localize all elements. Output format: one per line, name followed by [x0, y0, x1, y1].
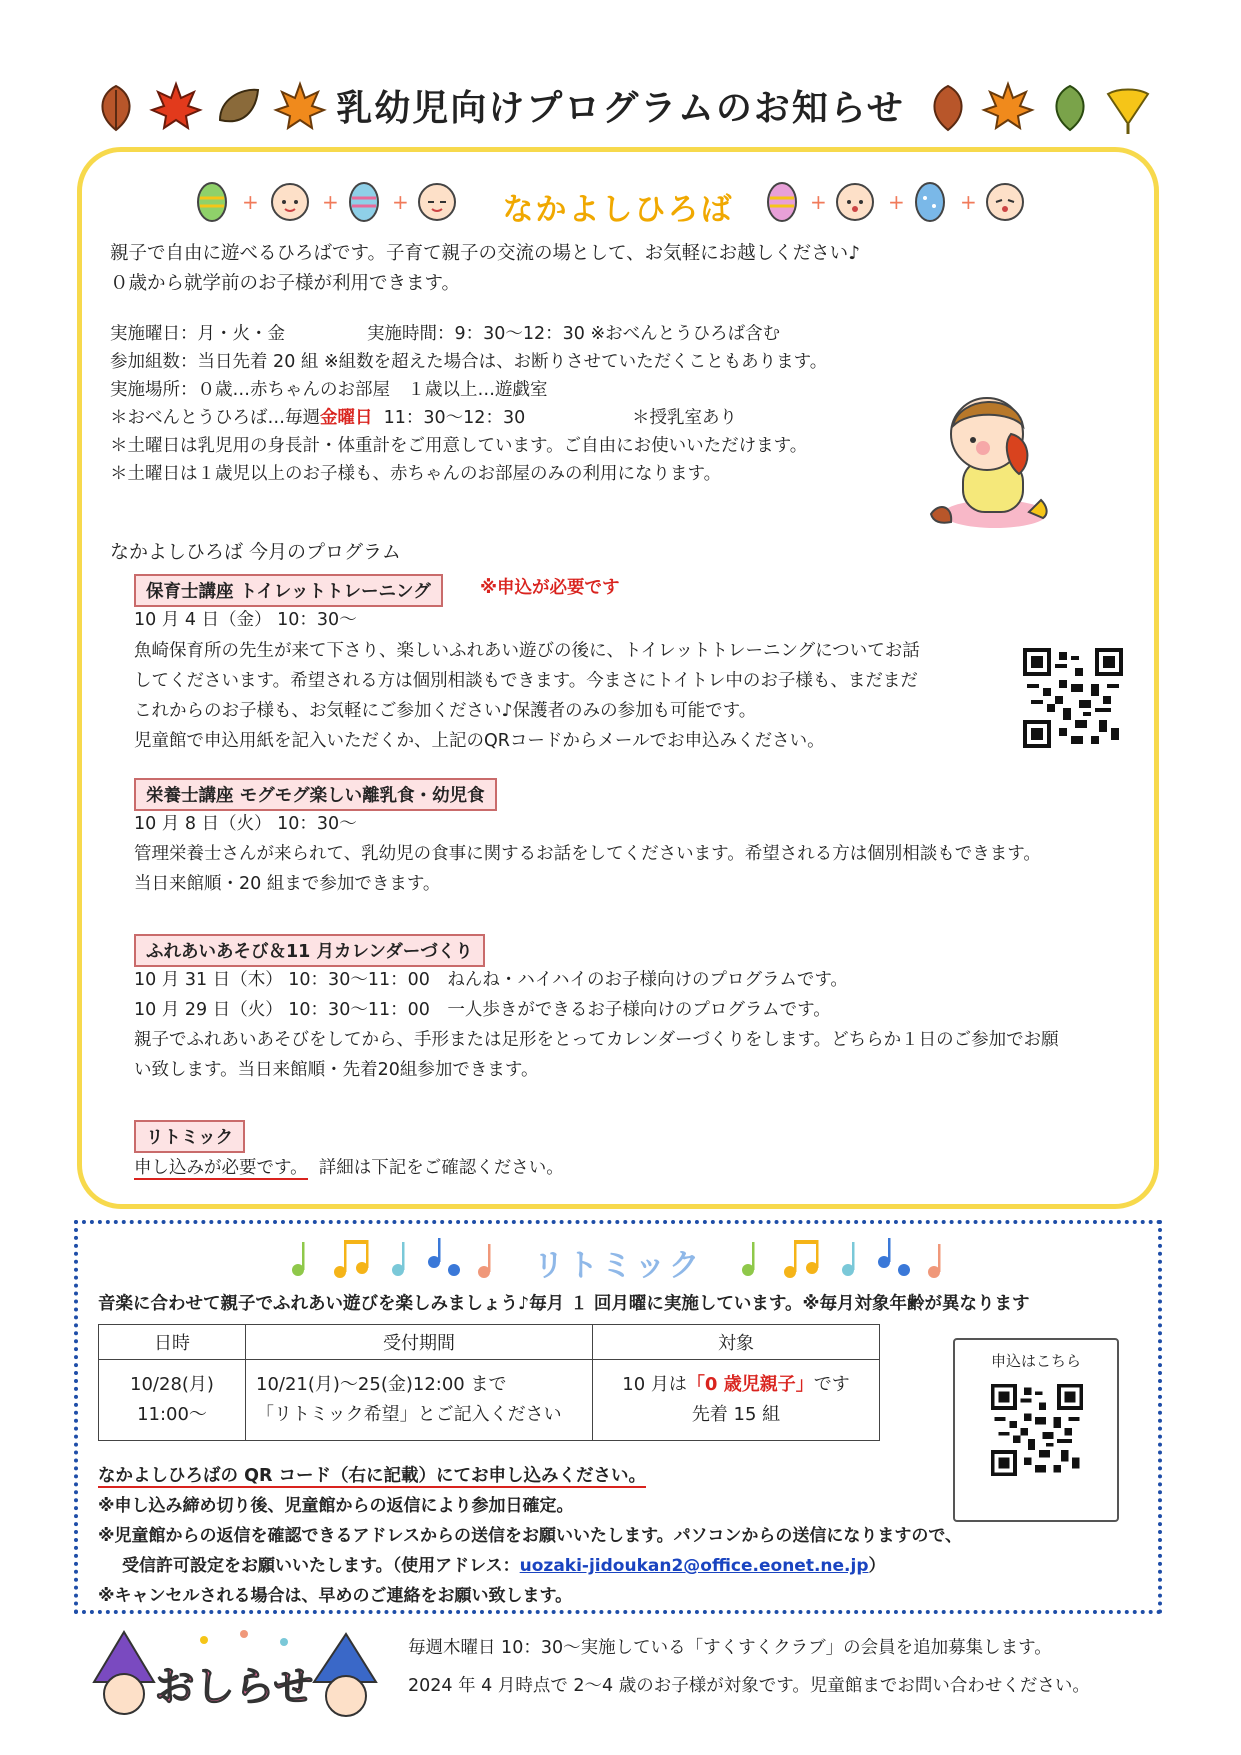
ginkgo-leaf-icon: [1100, 80, 1156, 136]
hiroba-title-row: [82, 174, 1154, 234]
period-line: 10/21(月)〜25(金)12:00 まで: [256, 1374, 507, 1395]
bento-info: [110, 406, 525, 430]
plus-icon: +: [322, 190, 339, 214]
plus-icon: +: [810, 190, 827, 214]
intro-line-2: ０歳から就学前のお子様が利用できます。: [110, 273, 461, 294]
plus-icon: +: [888, 190, 905, 214]
orange-maple-leaf-icon: [980, 80, 1036, 136]
logo-text: おしらせ: [154, 1664, 314, 1710]
rhythmic-apply-line: [134, 1156, 564, 1180]
hiroba-panel: [77, 147, 1159, 1209]
apply-line: [98, 1464, 646, 1488]
baby-with-leaf-illustration: [925, 382, 1055, 532]
program-body-line: 親子でふれあいあそびをしてから、手形または足形をとってカレンダーづくりをします。どちらか１日のご参加でお願: [134, 1030, 1059, 1050]
note-line: ※児童館からの返信を確認できるアドレスからの送信をお願いいたします。パソコンからの送信になりますので、: [98, 1526, 962, 1546]
bento-time: 11：30〜12：30: [383, 408, 526, 428]
target-line-2: 先着 15 組: [691, 1404, 781, 1425]
qr-label: 申込はこちら: [990, 1352, 1081, 1370]
required-line: 申し込みが必要です。: [134, 1158, 308, 1178]
easter-egg-icon: [762, 178, 808, 224]
bento-day: 金曜日: [320, 408, 373, 428]
hiroba-title: なかよしひろば: [502, 192, 734, 228]
program-tag-toilet-training: 保育士講座 トイレットトレーニング: [134, 574, 443, 607]
email-suffix: ）: [868, 1556, 886, 1576]
apply-text: なかよしひろばの QR コード（右に記載）にてお申し込みください。: [98, 1466, 647, 1486]
rhythmic-intro: 音楽に合わせて親子でふれあい遊びを楽しみましょう♪毎月 １ 回月曜に実施しています。※毎月対象年齢が異なります: [98, 1294, 1030, 1314]
intro-line-1: 親子で自由に遊べるひろばです。子育て親子の交流の場として、お気軽にお越しください♪: [110, 243, 860, 264]
music-notes-icon: [738, 1232, 958, 1282]
program-tag-rhythmic: リトミック: [134, 1120, 245, 1153]
date-line: 10/28(月): [130, 1374, 214, 1395]
program-date: 10 月 4 日（金） 10：30〜: [134, 610, 357, 630]
header-cell: 受付期間: [246, 1325, 593, 1360]
oshirase-logo: [84, 1622, 384, 1732]
email-prefix: 受信許可設定をお願いいたします。（使用アドレス：: [122, 1556, 520, 1576]
footer-line-2: 2024 年 4 月時点で 2〜4 歳のお子様が対象です。児童館までお問い合わせください。: [408, 1676, 1090, 1696]
autumn-leaf-icon: [920, 80, 976, 136]
target-line: [603, 1370, 869, 1400]
groups-info: 参加組数：当日先着 20 組 ※組数を超えた場合は、お断りさせていただくこともあります。: [110, 352, 828, 372]
header-cell: 対象: [593, 1325, 880, 1360]
place-info: 実施場所：０歳…赤ちゃんのお部屋 １歳以上…遊戯室: [110, 380, 548, 400]
detail-line: 詳細は下記をご確認ください。: [318, 1158, 564, 1178]
note-line: ※申し込み締め切り後、児童館からの返信により参加日確定。: [98, 1496, 574, 1516]
target-suffix: です: [813, 1374, 850, 1395]
program-body-line: 当日来館順・20 組まで参加できます。: [134, 874, 441, 894]
period-note: 「リトミック希望」とご記入ください: [256, 1404, 562, 1425]
table-row: [99, 1360, 880, 1441]
target-cell: [593, 1360, 880, 1441]
target-highlight: 「0 歳児親子」: [686, 1374, 814, 1395]
plus-icon: +: [242, 190, 259, 214]
easter-egg-icon: [910, 178, 956, 224]
program-body-line: い致します。当日来館順・先着20組参加できます。: [134, 1060, 539, 1080]
program-body-line: 児童館で申込用紙を記入いただくか、上記のQRコードからメールでお申込みください。: [134, 731, 825, 751]
page-header: [0, 60, 1241, 160]
required-notice: ※申込が必要です: [480, 578, 620, 598]
program-body-line: これからのお子様も、お気軽にご参加ください♪保護者のみの参加も可能です。: [134, 701, 757, 721]
saturday-note-2: ＊土曜日は１歳児以上のお子様も、赤ちゃんのお部屋のみの利用になります。: [110, 464, 722, 484]
hours-info: 実施時間：9：30〜12：30 ※おべんとうひろば含む: [367, 324, 781, 344]
email-link[interactable]: uozaki-jidoukan2@office.eonet.ne.jp: [519, 1556, 869, 1576]
program-date-1: 10 月 31 日（木） 10：30〜11：00 ねんね・ハイハイのお子様向けのプログラムです。: [134, 970, 848, 990]
date-cell: [99, 1360, 246, 1441]
plus-icon: +: [392, 190, 409, 214]
header-cell: 日時: [99, 1325, 246, 1360]
rhythmic-title: リトミック: [533, 1248, 703, 1284]
days-info: 実施曜日：月・火・金: [110, 324, 285, 344]
baby-face-icon: [982, 178, 1028, 224]
time-line: 11:00〜: [137, 1404, 207, 1425]
program-tag-calendar: ふれあいあそび＆11 月カレンダーづくり: [134, 934, 485, 967]
saturday-note-1: ＊土曜日は乳児用の身長計・体重計をご用意しています。ご自由にお使いいただけます。: [110, 436, 808, 456]
program-heading: なかよしひろば 今月のプログラム: [110, 541, 401, 563]
baby-face-icon: [832, 178, 878, 224]
program-date: 10 月 8 日（火） 10：30〜: [134, 814, 357, 834]
program-date-2: 10 月 29 日（火） 10：30〜11：00 一人歩きができるお子様向けのプログラムです。: [134, 1000, 831, 1020]
qr-code[interactable]: [991, 1384, 1083, 1480]
period-cell: [246, 1360, 593, 1441]
page-title: 乳幼児向けプログラムのお知らせ: [336, 88, 905, 129]
apply-qr-box: [953, 1338, 1119, 1522]
rhythmic-table: [98, 1324, 880, 1441]
note-line: ※キャンセルされる場合は、早めのご連絡をお願い致します。: [98, 1586, 573, 1606]
bento-prefix: ＊おべんとうひろば…毎週: [110, 408, 320, 428]
nursing-info: ＊授乳室あり: [632, 408, 737, 428]
plus-icon: +: [960, 190, 977, 214]
note-line-email: [122, 1554, 886, 1578]
program-body-line: 魚崎保育所の先生が来て下さり、楽しいふれあい遊びの後に、トイレットトレーニングについてお話: [134, 641, 920, 661]
table-header-row: [99, 1325, 880, 1360]
program-body-line: してくださいます。希望される方は個別相談もできます。今まさにトイトレ中のお子様も、まだまだ: [134, 671, 918, 691]
qr-code[interactable]: [1023, 648, 1123, 748]
program-body-line: 管理栄養士さんが来られて、乳幼児の食事に関するお話をしてくださいます。希望される方は個別相談もできます。: [134, 844, 1041, 864]
program-tag-nutrition: 栄養士講座 モグモグ楽しい離乳食・幼児食: [134, 778, 497, 811]
green-leaf-icon: [1042, 80, 1098, 136]
target-prefix: 10 月は: [622, 1374, 687, 1395]
footer-line-1: 毎週木曜日 10：30〜実施している「すくすくクラブ」の会員を追加募集します。: [408, 1638, 1052, 1658]
